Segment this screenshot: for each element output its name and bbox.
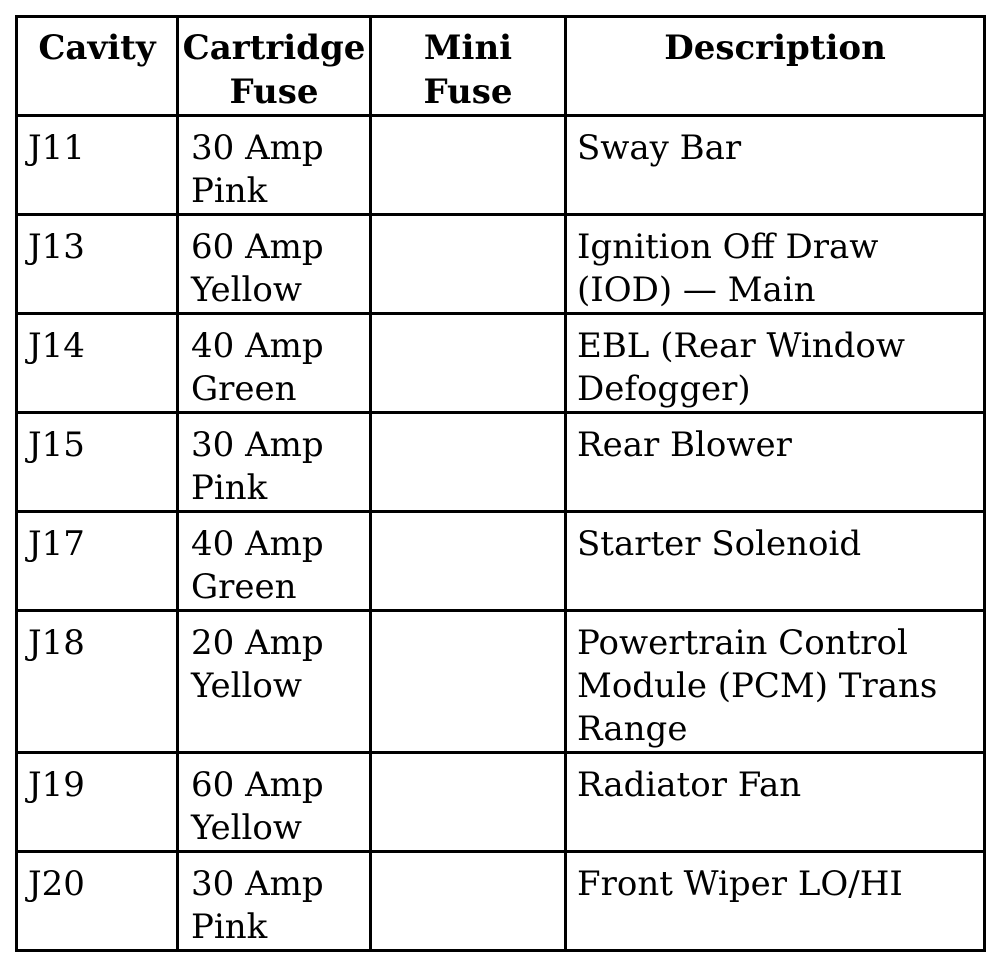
mini-fuse-cell — [371, 116, 566, 215]
fuse-table — [15, 15, 986, 952]
table-row — [17, 611, 985, 753]
mini-fuse-cell — [371, 512, 566, 611]
table-row — [17, 753, 985, 852]
table-row — [17, 314, 985, 413]
cavity-cell: J17 — [17, 512, 178, 611]
table-row — [17, 116, 985, 215]
cavity-cell: J15 — [17, 413, 178, 512]
table-row — [17, 512, 985, 611]
header-cartridge-fuse: Cartridge Fuse — [178, 17, 371, 116]
description-cell: Radiator Fan — [566, 753, 985, 852]
table-row — [17, 413, 985, 512]
cartridge-fuse-cell: 30 Amp Pink — [178, 116, 371, 215]
description-cell: EBL (Rear Window Defogger) — [566, 314, 985, 413]
description-cell: Rear Blower — [566, 413, 985, 512]
table-row — [17, 852, 985, 951]
mini-fuse-cell — [371, 215, 566, 314]
table-row — [17, 215, 985, 314]
header-cavity: Cavity — [17, 17, 178, 116]
mini-fuse-cell — [371, 611, 566, 753]
cartridge-fuse-cell: 20 Amp Yellow — [178, 611, 371, 753]
header-row — [17, 17, 985, 116]
mini-fuse-cell — [371, 852, 566, 951]
description-cell: Sway Bar — [566, 116, 985, 215]
cavity-cell: J19 — [17, 753, 178, 852]
cartridge-fuse-cell: 40 Amp Green — [178, 512, 371, 611]
mini-fuse-cell — [371, 413, 566, 512]
cavity-cell: J14 — [17, 314, 178, 413]
cartridge-fuse-cell: 60 Amp Yellow — [178, 753, 371, 852]
cavity-cell: J20 — [17, 852, 178, 951]
description-cell: Powertrain Control Module (PCM) Trans Range — [566, 611, 985, 753]
mini-fuse-cell — [371, 753, 566, 852]
header-description: Description — [566, 17, 985, 116]
cartridge-fuse-cell: 30 Amp Pink — [178, 852, 371, 951]
cavity-cell: J13 — [17, 215, 178, 314]
cartridge-fuse-cell: 60 Amp Yellow — [178, 215, 371, 314]
description-cell: Front Wiper LO/HI — [566, 852, 985, 951]
cavity-cell: J18 — [17, 611, 178, 753]
description-cell: Starter Solenoid — [566, 512, 985, 611]
mini-fuse-cell — [371, 314, 566, 413]
description-cell: Ignition Off Draw (IOD) — Main — [566, 215, 985, 314]
cavity-cell: J11 — [17, 116, 178, 215]
header-mini-fuse: Mini Fuse — [371, 17, 566, 116]
cartridge-fuse-cell: 40 Amp Green — [178, 314, 371, 413]
cartridge-fuse-cell: 30 Amp Pink — [178, 413, 371, 512]
